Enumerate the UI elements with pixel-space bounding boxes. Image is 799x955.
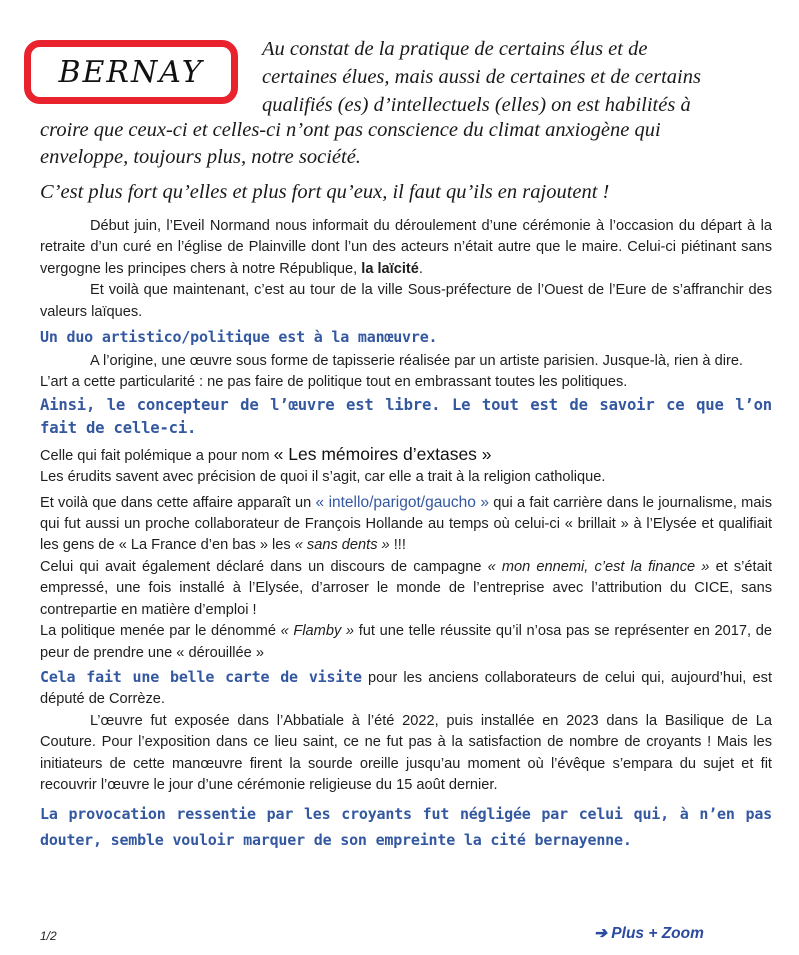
intro-line-3: qualifiés (es) d’intellectuels (elles) on est habilités à	[262, 94, 691, 116]
paragraph-text: .	[418, 260, 423, 277]
paragraph-text: Celui qui avait également déclaré dans un discours de campagne	[40, 558, 488, 575]
sans-dents-quote: « sans dents »	[294, 537, 390, 554]
finance-quote: « mon ennemi, c’est la finance »	[487, 558, 710, 575]
badge-title: BERNAY	[58, 54, 204, 90]
heading-concepteur: Ainsi, le concepteur de l’œuvre est libre. Le tout est de savoir ce que l’on fait de celle-ci.	[40, 395, 772, 437]
paragraph-carte-visite	[40, 667, 772, 711]
paragraph-origine: A l’origine, une œuvre sous forme de tapisserie réalisée par un artiste parisien. Jusque-là, rien à dire.	[90, 353, 743, 370]
intro-line-4: croire que ceux-ci et celles-ci n’ont pas conscience du climat anxiogène qui	[40, 119, 661, 141]
intro-line-5: enveloppe, toujours plus, notre société.	[40, 146, 361, 168]
heading-duo: Un duo artistico/politique est à la manœuvre.	[40, 328, 438, 347]
paragraph-text: fut une telle réussite qu’il n’osa pas se représenter en 2017, de peur de prendre une « dérouillée »	[40, 623, 772, 661]
paragraph-plainville	[40, 216, 772, 280]
flamby-quote: « Flamby »	[280, 623, 355, 640]
paragraph-exposition: L’œuvre fut exposée dans l’Abbatiale à l’été 2022, puis installée en 2023 dans la Basilique de La Couture. Pour l’exposition dans ce lieu saint, ce ne fut pas à la satisfaction de nombre de croyants ! Mais les initiateurs de cette manœuvre firent la sourde oreille jusqu’au moment où l’évêque s’empara du sujet et fit recouvrir l’œuvre le jour d’une cérémonie religieuse du 15 août dernier.	[40, 712, 772, 793]
paragraph-text: La politique menée par le dénommé	[40, 623, 281, 640]
paragraph-erudits: Les érudits savent avec précision de quoi il s’agit, car elle a trait à la religion catholique.	[40, 469, 606, 486]
paragraph-text: Et voilà que dans cette affaire apparaît un	[40, 494, 316, 511]
paragraph-text: Début juin, l’Eveil Normand nous informait du déroulement d’une cérémonie à l’occasion du départ à la retraite d’un curé en l’église de Plainville dont l’un des acteurs n’était autre que le maire. Celui-ci piétinant sans vergogne les principes chers à notre République,	[40, 218, 772, 277]
plus-zoom-link[interactable]: ➔ Plus + Zoom	[594, 925, 704, 942]
artwork-title: « Les mémoires d’extases »	[273, 443, 492, 464]
page-number: 1/2	[40, 929, 57, 943]
carte-visite-emphasis: Cela fait une belle carte de visite	[40, 667, 362, 686]
paragraph-art: L’art a cette particularité : ne pas faire de politique tout en embrassant toutes les politiques.	[40, 374, 628, 391]
paragraph-finance	[40, 557, 772, 621]
intello-keyword: « intello/parigot/gaucho »	[315, 493, 490, 511]
paragraph-polemique	[40, 444, 772, 467]
punchline: C’est plus fort qu’elles et plus fort qu’eux, il faut qu’ils en rajoutent !	[40, 181, 610, 203]
heading-provocation: La provocation ressentie par les croyants fut négligée par celui qui, à n’en pas douter, semble vouloir marquer de son empreinte la cité bernayenne.	[40, 805, 772, 850]
laicite-emphasis: la laïcité	[361, 260, 419, 277]
paragraph-text: et s’était empressé, une fois installé à l’Elysée, d’arroser le monde de l’entreprise avec l’attribution du CICE, sans contrepartie en matière d’emploi !	[40, 558, 772, 618]
paragraph-text: Celle qui fait polémique a pour nom	[40, 447, 274, 464]
paragraph-text: !!!	[389, 537, 406, 554]
paragraph-flamby	[40, 621, 772, 664]
paragraph-sous-prefecture: Et voilà que maintenant, c’est au tour de la ville Sous-préfecture de l’Ouest de l’Eure de s’affranchir des valeurs laïques.	[40, 282, 772, 320]
paragraph-text: qui a fait carrière dans le journalisme, mais qui fut aussi un proche collaborateur de François Hollande au temps où celui-ci « brillait » à l’Elysée et qualifiait les gens de « La France d’en bas » les	[40, 494, 772, 554]
paragraph-text: pour les anciens collaborateurs de celui qui, aujourd’hui, est député de Corrèze.	[40, 669, 773, 708]
paragraph-intello	[40, 492, 772, 557]
article-body	[40, 216, 772, 853]
intro-line-2: certaines élues, mais aussi de certaines et de certains	[262, 66, 701, 88]
title-badge	[24, 40, 238, 104]
intro-line-1: Au constat de la pratique de certains élus et de	[262, 38, 648, 60]
